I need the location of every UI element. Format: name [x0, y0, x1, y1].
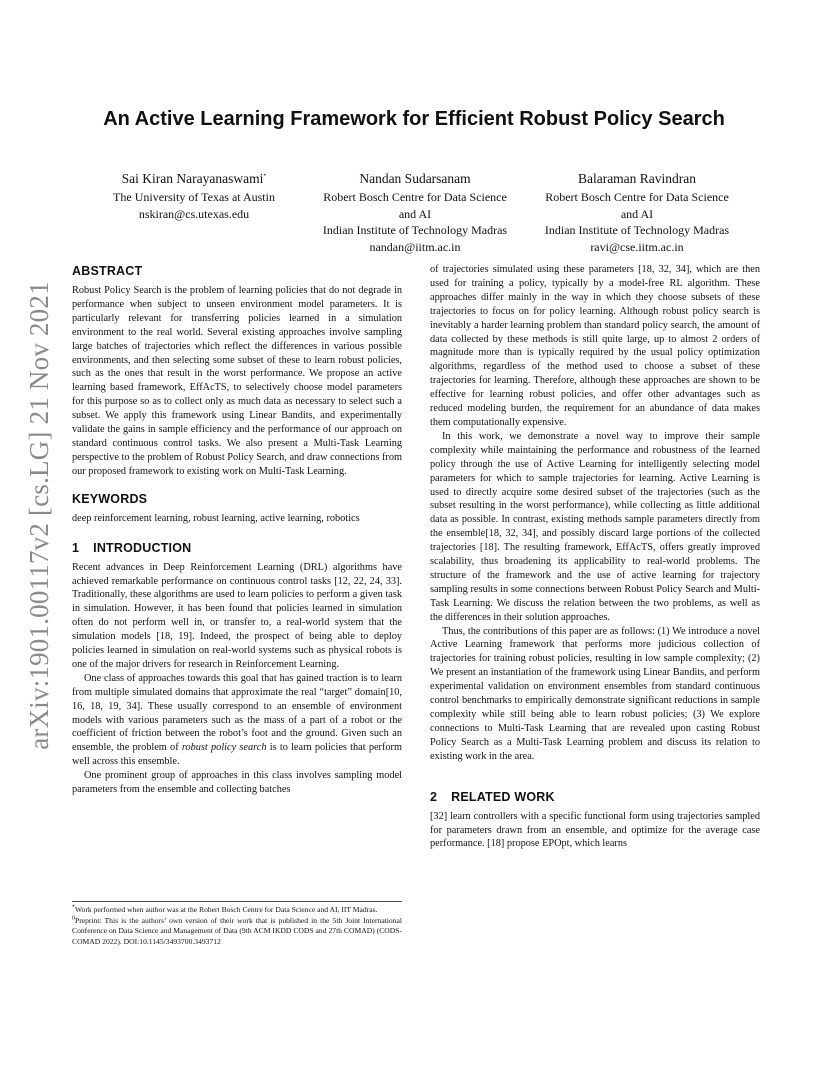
author-block-1	[94, 170, 294, 222]
intro-paragraph: Recent advances in Deep Reinforcement Learning (DRL) algorithms have achieved remarkable performance on continuous control tasks [12, 22, 24, 33]. Traditionally, these algorithms are used to learn policies to perform a given task in simulation. However, it has been found that policies learned in simulation often do not perform well in, or transfer to, a real-world system that the simulation models [18, 19]. Indeed, the prospect of being able to deploy policies learned in simulation on real-world systems such as physical robots is one of the major drivers for research in Reinforcement Learning.	[72, 561, 402, 670]
right-column	[430, 263, 760, 851]
intro-paragraph: of trajectories simulated using these parameters [18, 32, 34], which are then used for training a policy, typically by a model-free RL algorithm. These approaches differ mainly in the way in which they choose subsets of these trajectories to focus on for policy learning. Although robust policy search is inevitably a harder learning problem than standard policy search, the amount of data collected by these methods is still quite large, up to almost 2 orders of magnitude more than is typically required by the usual policy optimization algorithms, regardless of the method used to choose a subset of these trajectories for learning. Therefore, although these approaches are shown to be effective for learning robust policies, and offer other advantages such as reduced modeling burden, the requirement for an abundance of data makes them computationally expensive.	[430, 264, 760, 428]
author-email: nskiran@cs.utexas.edu	[138, 206, 250, 221]
author-name: Sai Kiran Narayanaswami*	[121, 171, 267, 186]
paper-title: An Active Learning Framework for Efficient Robust Policy Search	[103, 108, 725, 130]
author-institute: Indian Institute of Technology Madras	[544, 223, 730, 237]
author-name: Nandan Sudarsanam	[359, 171, 471, 186]
abstract-text: Robust Policy Search is the problem of learning policies that do not degrade in performance when subject to unseen environment model parameters. It is particularly relevant for transferring policies learned in a simulation environment to the real world. Several existing approaches involve sampling large batches of trajectories which reflect the differences in various possible environments, and then selecting some subset of these to learn robust policies, such as the ones that result in the worst performance. We propose an active learning based framework, EffAcTS, to selectively choose model parameters for this purpose so as to collect only as much data as necessary to select such a subset. We apply this framework using Linear Bandits, and experimentally validate the gains in sample efficiency and the performance of our approach on standard continuous control tasks. We also present a Multi-Task Learning perspective to the problem of Robust Policy Search, and draw connections from our proposed framework to existing work on Multi-Task Learning.	[72, 285, 402, 477]
intro-paragraph: Thus, the contributions of this paper are as follows: (1) We introduce a novel Active Learning framework that performs more judicious collection of trajectories for training robust policies, resulting in low sample complexity; (2) We present an instantiation of the framework using Linear Bandits, and perform experimental validation on environment ensembles from standard continuous control benchmarks to empirically demonstrate significant reductions in sample complexity while still being able to learn robust policies; (3) We explore connections to Multi-Task Learning that are revealed upon casting Robust Policy Search as a Multi-Task Learning problem and discuss its relation to existing work in the area.	[430, 625, 760, 762]
arxiv-identifier: arXiv:1901.00117v2 [cs.LG] 21 Nov 2021	[23, 280, 54, 750]
author-affiliation: Robert Bosch Centre for Data Science	[323, 190, 507, 204]
arxiv-side-stamp	[18, 280, 60, 750]
author-name: Balaraman Ravindran	[577, 171, 697, 186]
emphasis-text: robust policy search	[181, 742, 267, 754]
author-email: nandan@iitm.ac.in	[369, 239, 461, 254]
related-work-paragraph: [32] learn controllers with a specific functional form using trajectories sampled for parameters drawn from an ensemble, and optimize for the average case performance. [18] propose EPOpt, which learns	[430, 810, 760, 850]
footnotes	[72, 901, 402, 947]
author-block-3	[527, 170, 747, 255]
author-affiliation: Robert Bosch Centre for Data Science	[545, 190, 729, 204]
section-heading-introduction: 1 INTRODUCTION	[72, 540, 192, 555]
author-affiliation: and AI	[620, 206, 654, 221]
abstract-heading: ABSTRACT	[72, 264, 143, 278]
footnote: *Work performed when author was at the Robert Bosch Centre for Data Science and AI, IIT Madras.	[72, 904, 378, 914]
author-institute: Indian Institute of Technology Madras	[322, 223, 508, 237]
author-affiliation: The University of Texas at Austin	[113, 190, 275, 204]
intro-paragraph: In this work, we demonstrate a novel way to improve their sample complexity while maintaining the performance and robustness of the learned policy through the use of Active Learning for intelligently selecting model parameters for which to sample trajectories for learning. Active Learning is used to directly acquire some desired subset of the trajectories (such as the subset resulting in the worst performance), while collecting as little additional data as possible. In contrast, existing methods sample parameters directly from the ensemble[18, 32, 34], and possibly discard large portions of the collected trajectories [18]. The resulting framework, EffAcTS, offers greatly improved scalability, thus broadening its applicability to real-world problems. The structure of the framework and the use of active learning for trajectory sampling results in some connections between Robust Policy Search and Multi-Task Learning. We discuss the relation between the two problems, as well as the differences in their solution approaches.	[430, 430, 760, 623]
keywords-heading: KEYWORDS	[72, 491, 148, 506]
left-column	[72, 263, 402, 797]
section-heading-related-work: 2 RELATED WORK	[430, 789, 555, 804]
author-email: ravi@cse.iitm.ac.in	[590, 239, 684, 254]
keywords-text: deep reinforcement learning, robust learning, active learning, robotics	[72, 512, 360, 524]
footnote: $^0$Preprint: This is the authors’ own version of their work that is published in the 5th Joint International Conference on Data Science and Management of Data (9th ACM IKDD CODS and 27th COMAD) (CODS-COMAD 2022). DOI:10.1145/3493700.3493712	[72, 914, 402, 946]
author-affiliation: and AI	[398, 206, 432, 221]
intro-paragraph: One prominent group of approaches in this class involves sampling model parameters from the ensemble and collecting batches	[72, 770, 402, 796]
author-block-2	[306, 170, 524, 255]
intro-paragraph: One class of approaches towards this goal that has gained traction is to learn from multiple simulated domains that approximate the real “target” domain[10, 16, 18, 19, 34]. These usually correspond to an ensemble of environment models with various parameters such as the mass of a part of a robot or the coefficient of friction between the robot’s foot and the ground. Given such an ensemble, the problem of robust policy search is to learn policies that perform well across this ensemble.	[72, 672, 402, 768]
